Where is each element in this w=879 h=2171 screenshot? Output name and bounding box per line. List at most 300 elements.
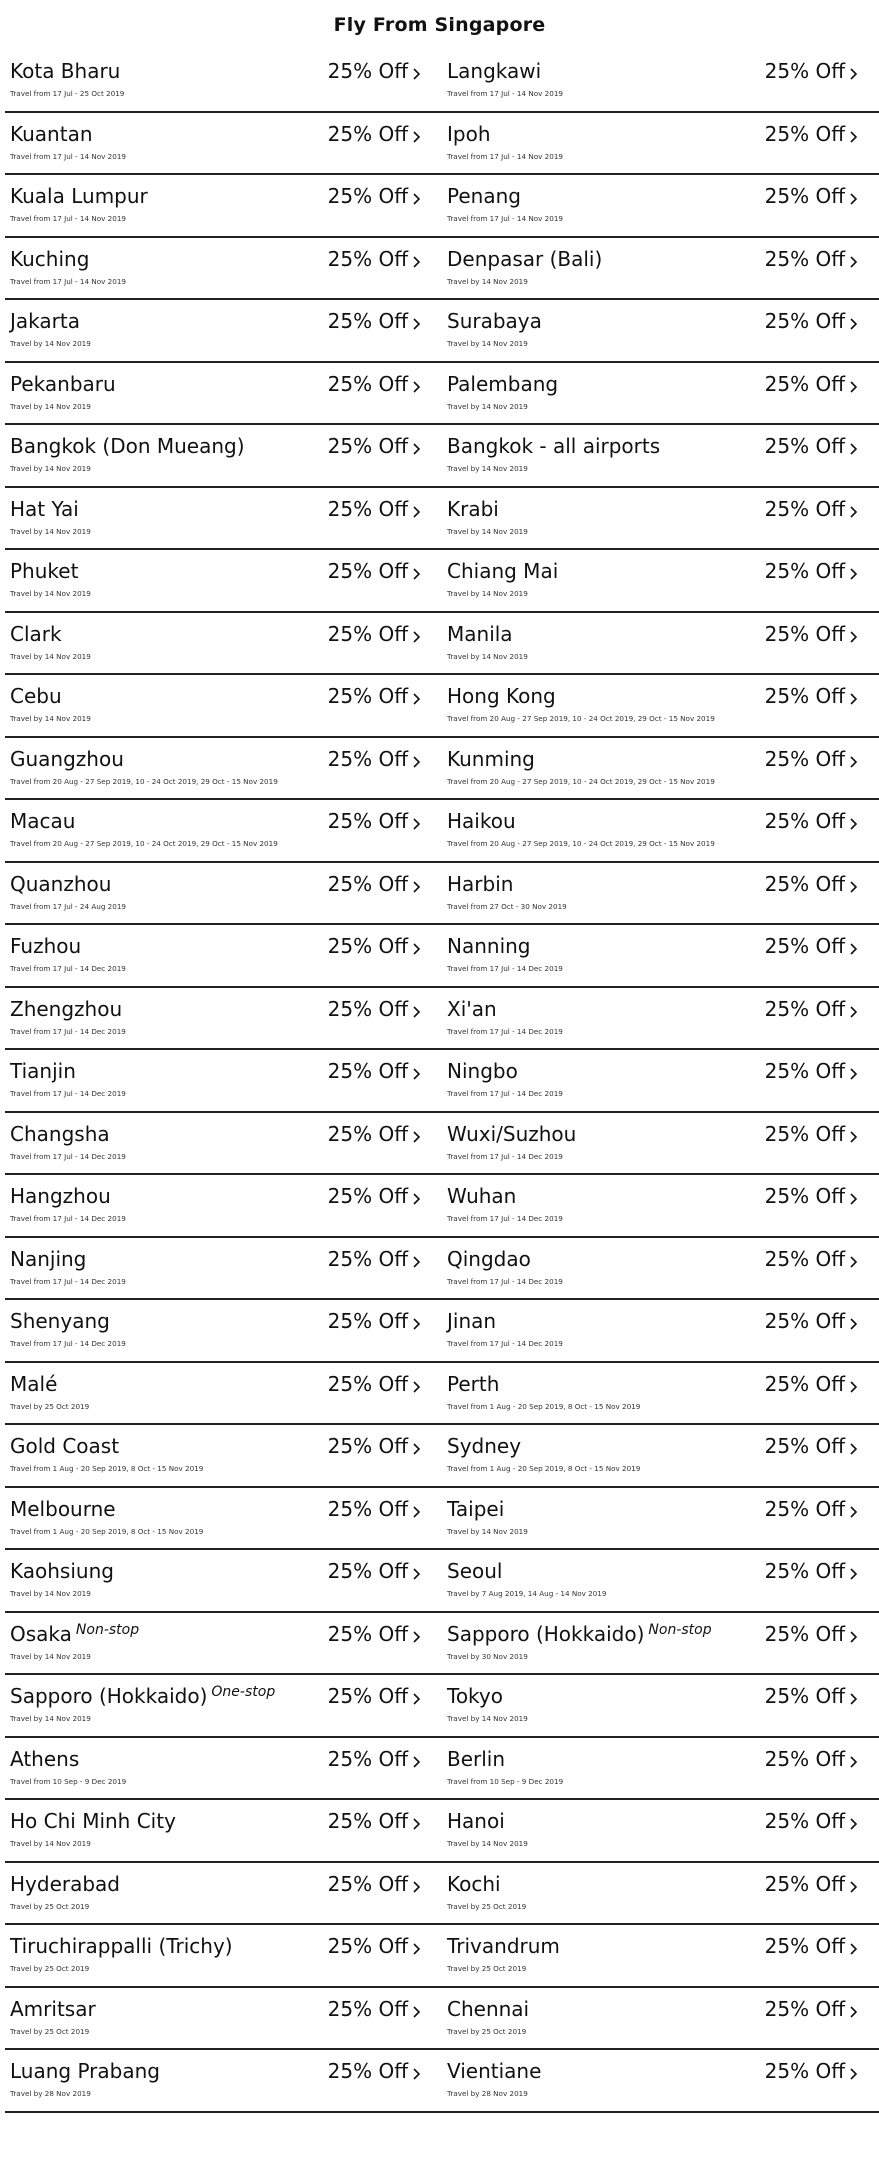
destination-label: Ningbo [447,1059,518,1083]
travel-period: Travel from 10 Sep - 9 Dec 2019 [10,1776,127,1786]
destination-label: Harbin [447,871,514,896]
destination-label: Krabi [447,496,499,521]
chevron-right-icon [847,317,861,331]
chevron-right-icon [847,1817,861,1831]
discount-label: 25% Off [327,1684,408,1708]
destination-name [10,934,85,958]
destination-deal[interactable] [442,300,879,363]
travel-period: Travel from 17 Jul - 14 Nov 2019 [10,276,126,286]
destination-name [10,1122,114,1146]
discount-label: 25% Off [327,871,408,896]
travel-period: Travel by 14 Nov 2019 [447,651,528,661]
destination-name [447,247,606,271]
destination-name [10,434,249,458]
travel-period: Travel by 14 Nov 2019 [447,339,528,348]
travel-period: Travel by 14 Nov 2019 [10,1839,91,1848]
chevron-right-icon [410,255,424,269]
destination-name [10,1372,61,1396]
destination-label: Kuantan [10,121,93,146]
travel-period: Travel from 20 Aug - 27 Sep 2019, 10 - 24 Oct 2019, 29 Oct - 15 Nov 2019 [447,776,715,786]
destination-deal[interactable] [442,1863,879,1926]
travel-period: Travel by 14 Nov 2019 [10,1589,91,1598]
travel-period: Travel from 20 Aug - 27 Sep 2019, 10 - 24 Oct 2019, 29 Oct - 15 Nov 2019 [447,839,715,848]
discount-label: 25% Off [327,2059,408,2083]
travel-period: Travel by 25 Oct 2019 [447,2026,527,2036]
travel-period: Travel from 17 Jul - 14 Dec 2019 [447,1151,563,1161]
destination-name [10,497,83,521]
destination-name [447,1059,522,1083]
travel-period: Travel by 25 Oct 2019 [447,1964,527,1973]
destination-deal[interactable] [442,113,879,176]
destination-deal[interactable] [5,988,442,1051]
travel-period: Travel by 14 Nov 2019 [10,589,91,598]
chevron-right-icon [847,1192,861,1206]
chevron-right-icon [847,755,861,769]
travel-period: Travel from 17 Jul - 14 Dec 2019 [447,1214,563,1223]
travel-period: Travel from 17 Jul - 14 Dec 2019 [10,1339,126,1348]
destination-name [10,1872,124,1896]
discount-label: 25% Off [764,559,845,583]
travel-period: Travel by 14 Nov 2019 [10,651,91,661]
chevron-right-icon [410,1192,424,1206]
chevron-right-icon [847,442,861,456]
chevron-right-icon [410,1567,424,1581]
travel-period: Travel by 25 Oct 2019 [447,1901,527,1911]
chevron-right-icon [410,1942,424,1956]
destination-deal[interactable] [5,300,442,363]
destination-label: Ipoh [447,121,491,146]
travel-period: Travel from 17 Jul - 14 Dec 2019 [10,1089,126,1098]
discount-label: 25% Off [764,1246,845,1271]
chevron-right-icon [410,1255,424,1269]
travel-period: Travel from 10 Sep - 9 Dec 2019 [447,1776,564,1786]
discount-label: 25% Off [327,1121,408,1146]
destination-label: Pekanbaru [10,371,116,396]
destination-name [447,122,495,146]
destination-deal[interactable] [442,1738,879,1801]
destination-name [10,372,120,396]
destination-label: Melbourne [10,1496,116,1521]
destination-name [10,809,79,833]
destination-label: Denpasar (Bali) [447,246,603,271]
destination-deal[interactable] [442,1675,879,1738]
travel-period: Travel from 17 Jul - 14 Dec 2019 [447,1339,563,1348]
destination-deal[interactable] [5,738,442,801]
discount-label: 25% Off [327,1621,408,1646]
destination-deal[interactable] [5,925,442,988]
chevron-right-icon [847,1380,861,1394]
destination-deal[interactable] [442,550,879,613]
discount-label: 25% Off [764,496,845,521]
destination-deal[interactable] [442,1988,879,2051]
destination-deal[interactable] [5,1425,442,1488]
route-tag: Non-stop [648,1621,712,1638]
travel-period: Travel by 25 Oct 2019 [10,1964,90,1973]
chevron-right-icon [410,2067,424,2081]
destination-deal[interactable] [442,425,879,488]
discount-label: 25% Off [764,934,845,958]
destination-name [447,434,664,458]
destination-deal[interactable] [442,1925,879,1988]
chevron-right-icon [410,1505,424,1519]
destination-label: Kaohsiung [10,1559,114,1583]
destination-name [10,1247,90,1271]
discount-label: 25% Off [764,809,845,833]
destination-deal[interactable] [442,1238,879,1301]
destination-deal[interactable] [5,113,442,176]
destination-label: Bangkok - all airports [447,434,661,458]
destination-label: Manila [447,621,513,646]
destination-name [10,1622,139,1646]
destination-deal[interactable] [5,1863,442,1926]
travel-period: Travel by 14 Nov 2019 [10,1714,91,1723]
destination-label: Wuhan [447,1184,517,1208]
chevron-right-icon [847,1442,861,1456]
travel-period: Travel by 14 Nov 2019 [10,401,91,411]
discount-label: 25% Off [327,1871,408,1896]
travel-period: Travel by 14 Nov 2019 [447,1839,528,1848]
travel-period: Travel by 14 Nov 2019 [10,526,91,536]
destination-deal[interactable] [5,800,442,863]
destination-deal[interactable] [5,1488,442,1551]
destination-label: Palembang [447,371,559,396]
destination-deal[interactable] [442,613,879,676]
destination-name [447,559,562,583]
destination-name [447,2059,545,2083]
destination-deal[interactable] [5,1363,442,1426]
destination-name [447,59,545,83]
discount-label: 25% Off [327,1434,408,1458]
travel-period: Travel by 25 Oct 2019 [10,1901,90,1911]
discount-label: 25% Off [327,246,408,271]
route-tag: Non-stop [75,1621,140,1638]
destination-deal[interactable] [5,1238,442,1301]
destination-name [10,872,115,896]
destination-deal[interactable] [5,1988,442,2051]
destination-deal[interactable] [442,2050,879,2113]
destination-name [447,1872,505,1896]
destination-label: Sapporo (Hokkaido) [10,1684,208,1708]
travel-period: Travel from 17 Jul - 14 Dec 2019 [10,1214,126,1223]
destination-name [447,1309,500,1333]
travel-period: Travel by 28 Nov 2019 [10,2089,91,2098]
discount-label: 25% Off [764,996,845,1021]
chevron-right-icon [847,630,861,644]
travel-period: Travel by 28 Nov 2019 [447,2089,528,2098]
discount-label: 25% Off [764,1996,845,2021]
discount-label: 25% Off [764,1309,845,1333]
destination-deal[interactable] [442,1300,879,1363]
destination-name [10,622,66,646]
discount-label: 25% Off [764,1621,845,1646]
chevron-right-icon [410,567,424,581]
destination-label: Surabaya [447,309,542,333]
travel-period: Travel from 1 Aug - 20 Sep 2019, 8 Oct - 15 Nov 2019 [447,1401,641,1411]
destination-name [10,1497,120,1521]
destination-label: Macau [10,809,76,833]
destination-name [10,1997,100,2021]
destination-name [447,1809,509,1833]
destination-deal[interactable] [442,1613,879,1676]
destination-label: Phuket [10,559,79,583]
chevron-right-icon [847,1630,861,1644]
chevron-right-icon [410,817,424,831]
chevron-right-icon [410,317,424,331]
travel-period: Travel from 17 Jul - 14 Nov 2019 [10,214,126,223]
destination-deal[interactable] [442,1550,879,1613]
destination-deal[interactable] [442,675,879,738]
destination-deal[interactable] [442,925,879,988]
destination-deal[interactable] [5,1613,442,1676]
chevron-right-icon [410,1630,424,1644]
destination-name [447,809,520,833]
discount-label: 25% Off [764,1121,845,1146]
destination-deal[interactable] [5,1738,442,1801]
destination-name [447,1122,580,1146]
destination-name [10,1059,80,1083]
destination-deal[interactable] [442,50,879,113]
chevron-right-icon [410,1817,424,1831]
chevron-right-icon [410,505,424,519]
chevron-right-icon [847,942,861,956]
destination-name [447,1747,509,1771]
discount-label: 25% Off [764,184,845,208]
discount-label: 25% Off [327,496,408,521]
travel-period: Travel from 17 Jul - 14 Dec 2019 [10,1026,126,1036]
destination-label: Xi'an [447,996,497,1021]
travel-period: Travel from 17 Jul - 14 Dec 2019 [447,1026,563,1036]
discount-label: 25% Off [327,184,408,208]
travel-period: Travel from 17 Jul - 14 Dec 2019 [447,964,563,973]
chevron-right-icon [410,630,424,644]
discount-label: 25% Off [327,1559,408,1583]
destination-label: Cebu [10,684,62,708]
chevron-right-icon [410,192,424,206]
destination-label: Tianjin [10,1059,76,1083]
destination-deal[interactable] [442,1425,879,1488]
destination-deal[interactable] [5,1113,442,1176]
destination-deal[interactable] [442,488,879,551]
travel-period: Travel from 27 Oct - 30 Nov 2019 [447,901,567,911]
destination-deal[interactable] [442,175,879,238]
destination-name [447,1372,503,1396]
destination-deal[interactable] [5,238,442,301]
destination-name [10,59,124,83]
destination-label: Guangzhou [10,746,124,771]
travel-period: Travel by 14 Nov 2019 [447,464,528,473]
destination-deal[interactable] [442,1488,879,1551]
travel-period: Travel from 20 Aug - 27 Sep 2019, 10 - 24 Oct 2019, 29 Oct - 15 Nov 2019 [447,714,715,723]
destination-name [10,2059,164,2083]
destination-deal[interactable] [5,675,442,738]
destination-deal[interactable] [5,363,442,426]
destination-deal[interactable] [442,863,879,926]
discount-label: 25% Off [327,1996,408,2021]
discount-label: 25% Off [327,434,408,458]
travel-period: Travel by 7 Aug 2019, 14 Aug - 14 Nov 2019 [447,1589,607,1598]
destination-name [10,1809,180,1833]
destination-name [447,1559,506,1583]
discount-label: 25% Off [764,871,845,896]
destination-label: Penang [447,184,521,208]
destination-name [10,997,126,1021]
destination-deal[interactable] [5,425,442,488]
chevron-right-icon [410,1380,424,1394]
destination-name [10,309,84,333]
destination-deal[interactable] [5,1050,442,1113]
discount-label: 25% Off [327,1246,408,1271]
destination-deal[interactable] [5,550,442,613]
destination-label: Chennai [447,1996,530,2021]
destination-deal[interactable] [442,1050,879,1113]
travel-period: Travel by 30 Nov 2019 [447,1651,528,1661]
discount-label: 25% Off [764,1496,845,1521]
discount-label: 25% Off [764,1371,845,1396]
destination-label: Kuala Lumpur [10,184,148,208]
destination-label: Shenyang [10,1309,110,1333]
chevron-right-icon [410,1880,424,1894]
discount-label: 25% Off [764,1934,845,1958]
destination-name [447,497,503,521]
discount-label: 25% Off [764,2059,845,2083]
destination-deal[interactable] [5,613,442,676]
chevron-right-icon [410,1005,424,1019]
destination-name [10,1747,83,1771]
destination-label: Hangzhou [10,1184,111,1208]
destination-label: Jakarta [10,309,80,333]
destination-name [447,1622,712,1646]
chevron-right-icon [410,880,424,894]
chevron-right-icon [410,1130,424,1144]
travel-period: Travel from 20 Aug - 27 Sep 2019, 10 - 24 Oct 2019, 29 Oct - 15 Nov 2019 [10,839,278,848]
destination-name [447,372,562,396]
travel-period: Travel from 17 Jul - 14 Nov 2019 [447,214,563,223]
destination-label: Zhengzhou [10,996,123,1021]
discount-label: 25% Off [327,121,408,146]
chevron-right-icon [847,1130,861,1144]
discount-label: 25% Off [327,309,408,333]
discount-label: 25% Off [327,1184,408,1208]
destination-name [10,1559,118,1583]
destination-deal[interactable] [442,363,879,426]
destination-name [447,684,560,708]
discount-label: 25% Off [327,1809,408,1833]
chevron-right-icon [847,1005,861,1019]
destination-name [447,309,546,333]
destination-label: Hat Yai [10,496,79,521]
discount-label: 25% Off [327,1371,408,1396]
travel-period: Travel from 17 Jul - 14 Dec 2019 [10,964,126,973]
destination-name [10,559,82,583]
destination-deal[interactable] [442,738,879,801]
discount-label: 25% Off [327,996,408,1021]
destination-label: Hong Kong [447,684,556,708]
discount-label: 25% Off [764,121,845,146]
destination-deal[interactable] [442,1113,879,1176]
destination-name [10,1934,237,1958]
chevron-right-icon [847,1755,861,1769]
chevron-right-icon [847,880,861,894]
travel-period: Travel by 14 Nov 2019 [447,1714,528,1723]
destination-deal[interactable] [5,1550,442,1613]
destination-deal[interactable] [442,988,879,1051]
destination-label: Wuxi/Suzhou [447,1121,577,1146]
destination-name [447,997,501,1021]
chevron-right-icon [847,2005,861,2019]
travel-period: Travel from 17 Jul - 14 Dec 2019 [10,1276,126,1286]
destination-deal[interactable] [442,1800,879,1863]
destination-label: Kuching [10,246,90,271]
destination-name [10,747,128,771]
destination-deal[interactable] [5,1925,442,1988]
discount-label: 25% Off [764,684,845,708]
destination-label: Kunming [447,746,535,771]
destination-label: Vientiane [447,2059,542,2083]
travel-period: Travel from 17 Jul - 14 Nov 2019 [447,89,563,98]
discount-label: 25% Off [327,1309,408,1333]
destination-label: Tiruchirappalli (Trichy) [10,1934,233,1958]
destination-label: Jinan [447,1309,497,1333]
chevron-right-icon [847,1255,861,1269]
travel-period: Travel from 1 Aug - 20 Sep 2019, 8 Oct - 15 Nov 2019 [10,1526,204,1536]
destination-name [447,934,535,958]
destination-name [10,1434,123,1458]
destination-deal[interactable] [5,175,442,238]
chevron-right-icon [410,1442,424,1456]
chevron-right-icon [410,380,424,394]
travel-period: Travel by 14 Nov 2019 [447,276,528,286]
destination-label: Hyderabad [10,1871,120,1896]
travel-period: Travel from 17 Jul - 25 Oct 2019 [10,89,125,98]
destination-label: Athens [10,1746,80,1771]
destination-deal[interactable] [442,1363,879,1426]
destination-label: Tokyo [447,1684,503,1708]
chevron-right-icon [847,67,861,81]
destination-deal[interactable] [442,238,879,301]
destination-deal[interactable] [5,50,442,113]
travel-period: Travel from 17 Jul - 14 Nov 2019 [10,151,126,161]
destination-deal[interactable] [442,1175,879,1238]
destination-deal[interactable] [5,1800,442,1863]
discount-label: 25% Off [764,1809,845,1833]
chevron-right-icon [847,1692,861,1706]
destination-label: Osaka [10,1621,72,1646]
chevron-right-icon [410,692,424,706]
destination-deal[interactable] [5,1175,442,1238]
destination-label: Taipei [447,1496,505,1521]
discount-label: 25% Off [327,59,408,83]
chevron-right-icon [847,567,861,581]
destination-name [447,1997,533,2021]
travel-period: Travel from 1 Aug - 20 Sep 2019, 8 Oct - 15 Nov 2019 [447,1464,641,1473]
travel-period: Travel from 17 Jul - 14 Dec 2019 [10,1151,126,1161]
chevron-right-icon [410,755,424,769]
travel-period: Travel by 14 Nov 2019 [10,339,91,348]
destination-deal[interactable] [5,488,442,551]
destination-deal[interactable] [5,1675,442,1738]
destination-deal[interactable] [5,1300,442,1363]
destination-label: Gold Coast [10,1434,120,1458]
destination-name [447,1684,507,1708]
discount-label: 25% Off [327,746,408,771]
chevron-right-icon [847,1505,861,1519]
destination-deal[interactable] [5,2050,442,2113]
discount-label: 25% Off [764,1434,845,1458]
destination-name [447,872,517,896]
destination-deal[interactable] [442,800,879,863]
destination-deal[interactable] [5,863,442,926]
discount-label: 25% Off [327,1059,408,1083]
